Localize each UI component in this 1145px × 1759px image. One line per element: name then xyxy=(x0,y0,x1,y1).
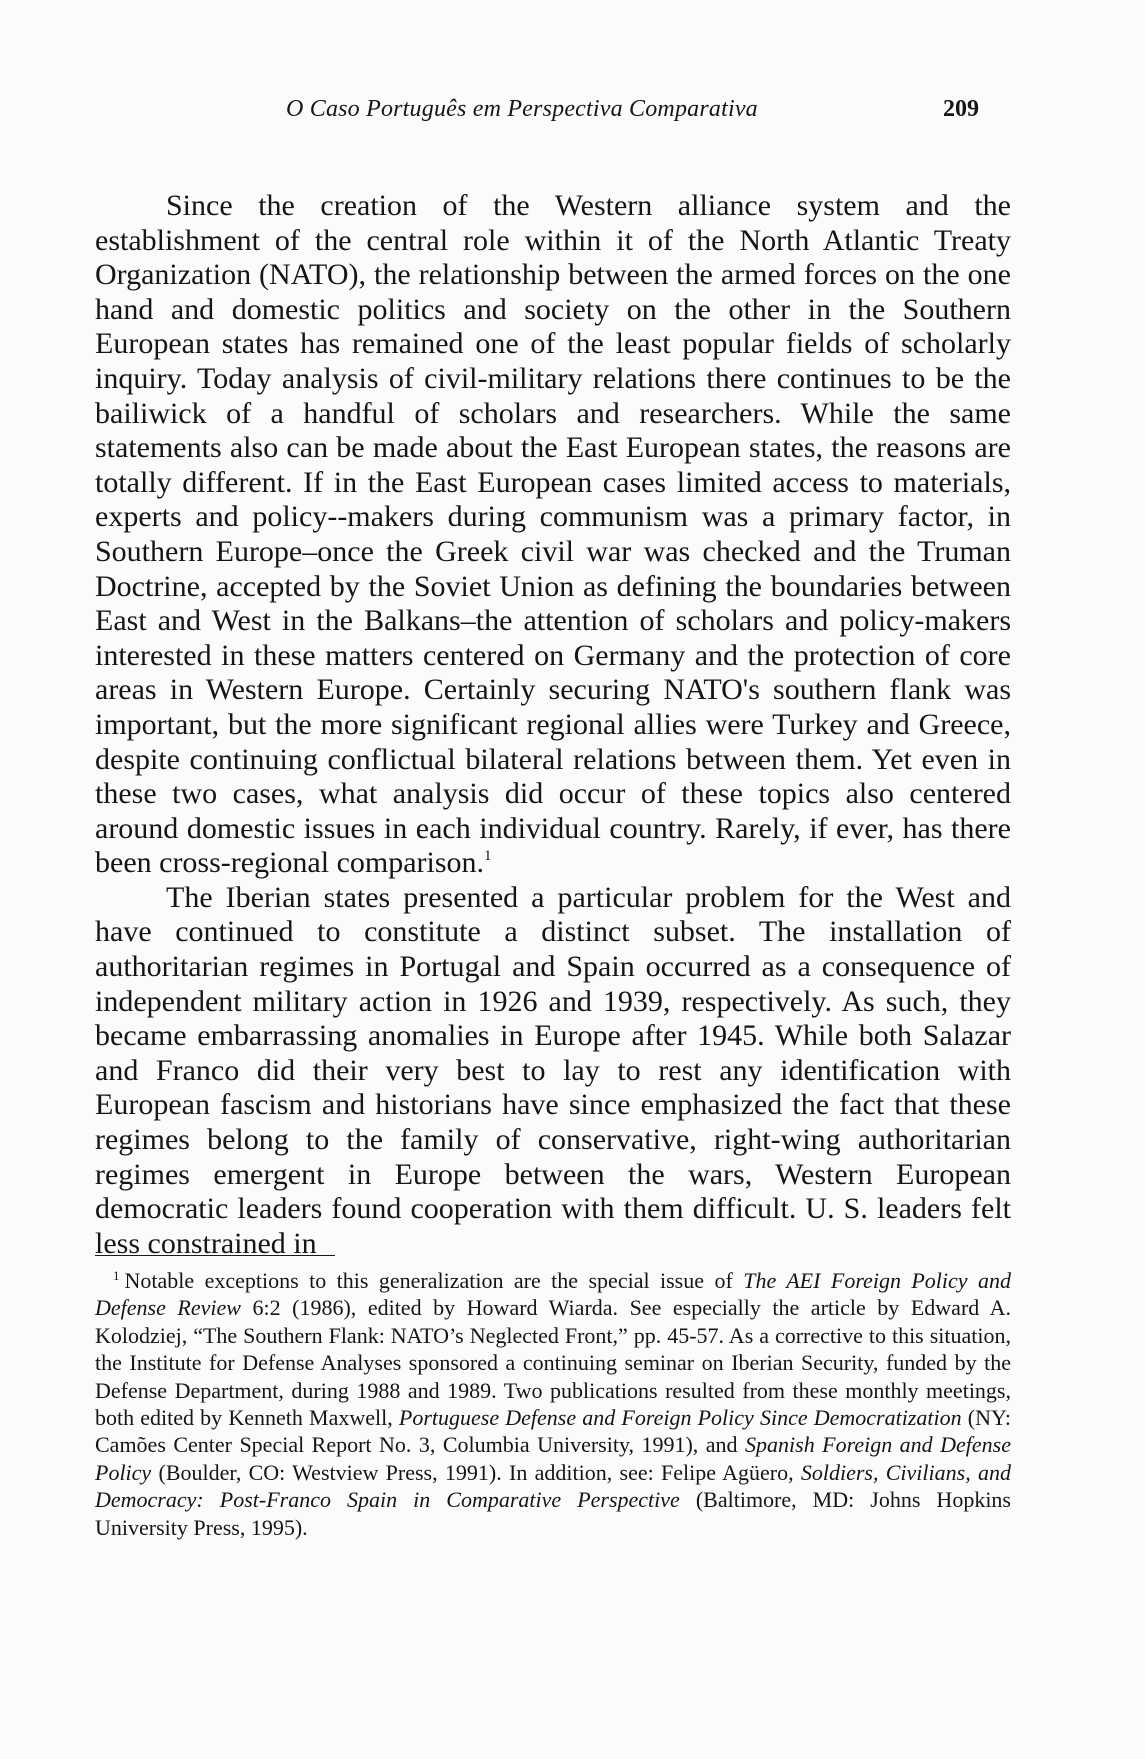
body-text xyxy=(95,189,1011,1261)
running-title: O Caso Português em Perspectiva Comparativa xyxy=(286,96,758,122)
footnote-title-portuguese-defense: Portuguese Defense and Foreign Policy Since Democratization xyxy=(398,1405,962,1431)
footnote-title-soldiers-civilians: Soldiers, Civilians, and Democracy: Post-Franco Spain in Comparative Perspective xyxy=(95,1459,1012,1513)
paragraph-2: The Iberian states presented a particular problem for the West and have continued to constitute a distinct subset. The installation of authoritarian regimes in Portugal and Spain occurred as a consequence of independent military action in 1926 and 1939, respectively. As such, they became embarrassing anomalies in Europe after 1945. While both Salazar and Franco did their very best to lay to rest any identification with European fascism and historians have since emphasized the fact that these regimes belong to the family of conservative, right-wing authoritarian regimes emergent in Europe between the wars, Western European democratic leaders found cooperation with them difficult. U. S. leaders felt less constrained in xyxy=(95,880,1011,1260)
page-number: 209 xyxy=(943,96,979,122)
footnote-text-2: 6:2 (1986), edited by Howard Wiarda. See especially the article by Edward A. Kolodziej, “The Southern Flank: NATO’s Neglected Front,” pp. 45-57. As a corrective to this situation, the Institute for Defense Analyses sponsored a continuing seminar on Iberian Security, funded by the Defense Department, during 1988 and 1989. Two publications resulted from these monthly meetings, both edited by Kenneth Maxwell, xyxy=(95,1295,1011,1431)
footnote-text-5: (Baltimore, MD: Johns Hopkins University Press, 1995). xyxy=(95,1487,1011,1540)
paragraph-1 xyxy=(95,189,1011,881)
paragraph-1-text: Since the creation of the Western alliance system and the establishment of the central role within it of the North Atlantic Treaty Organization (NATO), the relationship between the armed forces on the one hand and domestic politics and society on the other in the Southern European states has remained one of the least popular fields of scholarly inquiry. Today analysis of civil-military relations there continues to be the bailiwick of a handful of scholars and researchers. While the same statements also can be made about the East European states, the reasons are totally different. If in the East European cases limited access to materials, experts and policy--makers during communism was a primary factor, in Southern Europe–once the Greek civil war was checked and the Truman Doctrine, accepted by the Soviet Union as defining the boundaries between East and West in the Balkans–the attention of scholars and policy-makers interested in these matters centered on Germany and the protection of core areas in Western Europe. Certainly securing NATO's southern flank was important, but the more significant regional allies were Turkey and Greece, despite continuing conflictual bilateral relations between them. Yet even in these two cases, what analysis did occur of these topics also centered around domestic issues in each individual country. Rarely, if ever, has there been cross-regional comparison. xyxy=(95,189,1011,880)
footnote-1 xyxy=(95,1267,1011,1541)
footnote-title-aei-review: The AEI Foreign Policy and Defense Review xyxy=(95,1268,1011,1321)
footnote-reference[interactable]: 1 xyxy=(484,848,492,865)
footnote-title-spanish-foreign: Spanish Foreign and Defense Policy xyxy=(95,1432,1012,1485)
footnote-number: 1 xyxy=(113,1268,120,1283)
footnote-divider xyxy=(95,1255,335,1256)
footnote-text-1: Notable exceptions to this generalization are the special issue of xyxy=(124,1268,744,1293)
footnote-text-3: (NY: Camões Center Special Report No. 3, Columbia University, 1991), and xyxy=(95,1405,1011,1458)
footnote-text-4: (Boulder, CO: Westview Press, 1991). In addition, see: Felipe Agüero, xyxy=(151,1459,801,1485)
